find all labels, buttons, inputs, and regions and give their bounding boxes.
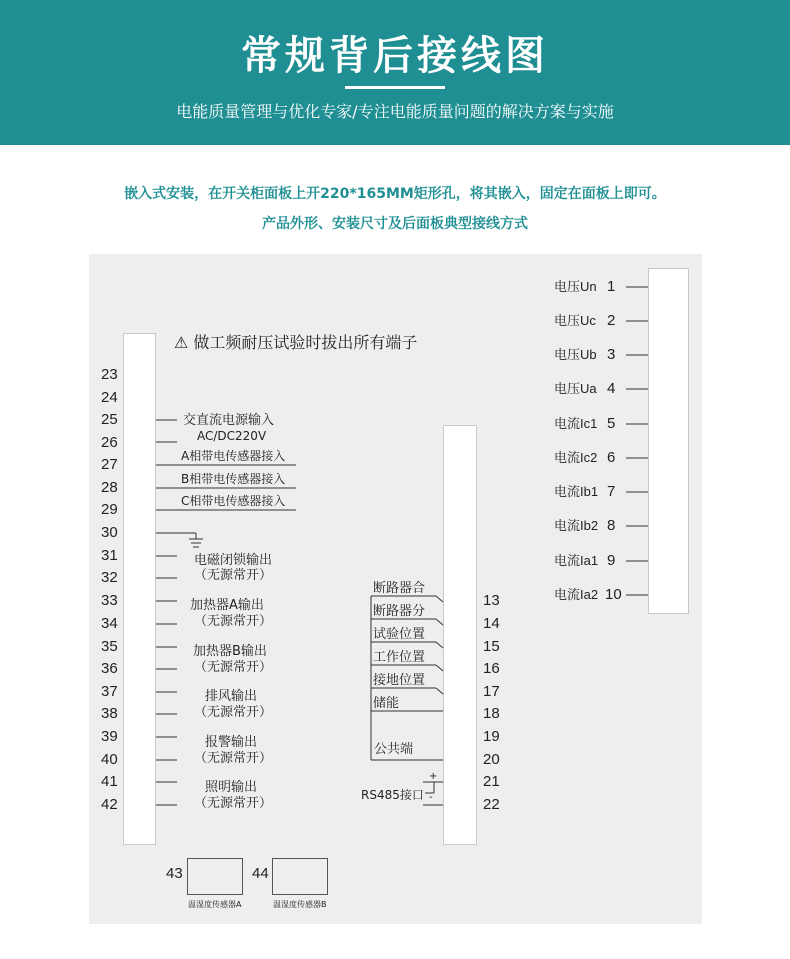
terminal-40: 40 xyxy=(101,751,118,768)
label-work-position: 工作位置 xyxy=(373,650,426,665)
page-title: 常规背后接线图 xyxy=(241,33,549,79)
terminal-6: 6 xyxy=(607,449,616,466)
label-voltage-un: 电压Un xyxy=(554,279,597,294)
label-test-position: 试验位置 xyxy=(373,627,426,642)
terminal-20: 20 xyxy=(483,751,500,768)
terminal-21: 21 xyxy=(483,773,500,790)
label-power-input: 交直流电源输入 xyxy=(183,413,275,428)
label-fan-output: 排风输出 xyxy=(205,689,258,704)
label-sensor-b: B相带电传感器接入 xyxy=(181,472,286,486)
intro-line-2: 产品外形、安装尺寸及后面板典型接线方式 xyxy=(262,216,528,232)
terminal-24: 24 xyxy=(101,389,118,406)
label-rs485: RS485接口 xyxy=(361,788,424,802)
terminal-25: 25 xyxy=(101,411,118,428)
label-light-type: （无源常开） xyxy=(194,796,273,811)
terminal-27: 27 xyxy=(101,456,118,473)
terminal-23: 23 xyxy=(101,366,118,383)
label-current-ia1: 电流Ia1 xyxy=(554,553,599,568)
label-sensor-a-temp: 温湿度传感器A xyxy=(188,900,242,909)
terminal-35: 35 xyxy=(101,638,118,655)
label-heater-a-type: （无源常开） xyxy=(194,614,273,629)
terminal-41: 41 xyxy=(101,773,118,790)
label-breaker-open: 断路器分 xyxy=(373,604,426,619)
terminal-10: 10 xyxy=(605,586,622,603)
terminal-8: 8 xyxy=(607,517,616,534)
terminal-18: 18 xyxy=(483,705,500,722)
label-power-spec: AC/DC220V xyxy=(197,429,267,443)
terminal-28: 28 xyxy=(101,479,118,496)
terminal-13: 13 xyxy=(483,592,500,609)
label-heater-b-type: （无源常开） xyxy=(194,660,273,675)
terminal-7: 7 xyxy=(607,483,616,500)
terminal-37: 37 xyxy=(101,683,118,700)
terminal-29: 29 xyxy=(101,501,118,518)
terminal-17: 17 xyxy=(483,683,500,700)
terminal-30: 30 xyxy=(101,524,118,541)
label-current-ic1: 电流Ic1 xyxy=(554,416,598,431)
terminal-26: 26 xyxy=(101,434,118,451)
terminal-31: 31 xyxy=(101,547,118,564)
terminal-38: 38 xyxy=(101,705,118,722)
terminal-19: 19 xyxy=(483,728,500,745)
intro-line-1: 嵌入式安装，在开关柜面板上开220*165MM矩形孔，将其嵌入，固定在面板上即可。 xyxy=(124,186,666,202)
terminal-44: 44 xyxy=(252,865,269,882)
label-current-ia2: 电流Ia2 xyxy=(554,587,599,602)
terminal-15: 15 xyxy=(483,638,500,655)
terminal-33: 33 xyxy=(101,592,118,609)
label-sensor-b-temp: 温湿度传感器B xyxy=(273,900,327,909)
label-voltage-ub: 电压Ub xyxy=(554,347,597,362)
label-rs485-minus: - xyxy=(429,792,433,803)
label-sensor-a: A相带电传感器接入 xyxy=(181,449,286,463)
label-light-output: 照明输出 xyxy=(205,780,258,795)
label-heater-a: 加热器A输出 xyxy=(190,598,264,613)
terminal-5: 5 xyxy=(607,415,616,432)
label-alarm-type: （无源常开） xyxy=(194,751,273,766)
terminal-1: 1 xyxy=(607,278,616,295)
label-current-ib1: 电流Ib1 xyxy=(554,484,599,499)
label-sensor-c: C相带电传感器接入 xyxy=(181,494,286,508)
label-breaker-close: 断路器合 xyxy=(373,581,426,596)
terminal-39: 39 xyxy=(101,728,118,745)
page-subtitle: 电能质量管理与优化专家/专注电能质量问题的解决方案与实施 xyxy=(176,102,614,121)
label-lock-output: 电磁闭锁输出 xyxy=(194,553,273,568)
terminal-2: 2 xyxy=(607,312,616,329)
terminal-34: 34 xyxy=(101,615,118,632)
label-ground-position: 接地位置 xyxy=(373,673,426,688)
label-voltage-ua: 电压Ua xyxy=(554,381,597,396)
label-lock-type: （无源常开） xyxy=(194,568,273,583)
terminal-42: 42 xyxy=(101,796,118,813)
label-common: 公共端 xyxy=(374,742,414,757)
label-current-ic2: 电流Ic2 xyxy=(554,450,598,465)
terminal-32: 32 xyxy=(101,569,118,586)
terminal-4: 4 xyxy=(607,380,616,397)
terminal-22: 22 xyxy=(483,796,500,813)
label-alarm-output: 报警输出 xyxy=(205,735,258,750)
terminal-43: 43 xyxy=(166,865,183,882)
label-fan-type: （无源常开） xyxy=(194,705,273,720)
label-current-ib2: 电流Ib2 xyxy=(554,518,599,533)
warning-text: ⚠ 做工频耐压试验时拔出所有端子 xyxy=(174,333,418,352)
label-heater-b: 加热器B输出 xyxy=(193,644,267,659)
label-energy-storage: 储能 xyxy=(373,696,400,711)
terminal-14: 14 xyxy=(483,615,500,632)
terminal-36: 36 xyxy=(101,660,118,677)
terminal-3: 3 xyxy=(607,346,616,363)
terminal-16: 16 xyxy=(483,660,500,677)
label-voltage-uc: 电压Uc xyxy=(554,313,596,328)
terminal-9: 9 xyxy=(607,552,616,569)
label-rs485-plus: + xyxy=(429,771,438,782)
